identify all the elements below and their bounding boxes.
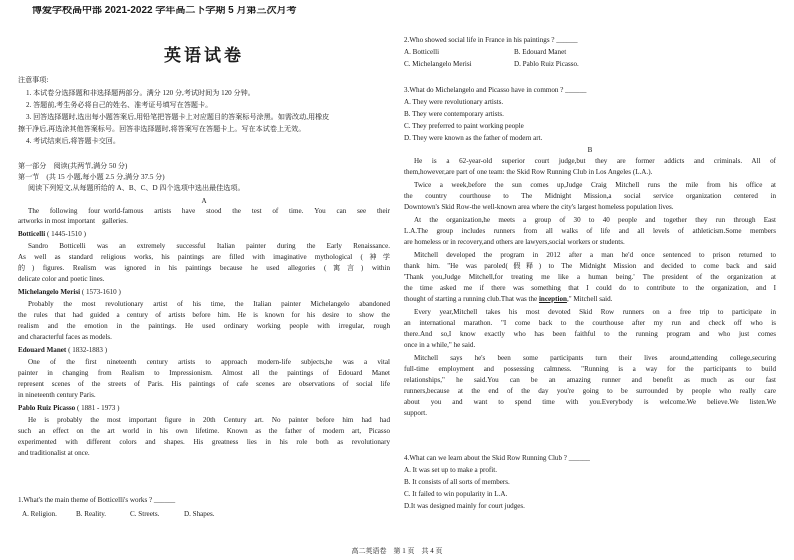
passage-line: an international marathon. "I come back to the courthouse after my run and check off who is [404, 319, 776, 327]
passage-line: He is probably the most important figure in 20th Century art. No painter before him had had [28, 416, 390, 424]
passage-line: Sandro Botticelli was an extremely successful Italian painter during the Early Renaissance. [28, 242, 390, 250]
note-item: 3. 回答选择题时,选出每小题答案后,用铅笔把答题卡上对应题目的答案标号涂黑。如需改动,用橡皮 [26, 113, 330, 121]
passage-line: represent scenes of the streets of Paris. His paintings of cafe scenes are observations of social life [18, 380, 390, 388]
artist-name: Michelangelo Merisi [18, 288, 81, 296]
passage-line: He is a 62-year-old superior court judge,but they are former addicts and criminals. All of [414, 157, 776, 165]
section-instruction: 阅读下列短文,从每题所给的 A、B、C、D 四个选项中选出最佳选项。 [28, 184, 245, 192]
passage-b-label: B [587, 146, 593, 154]
artist-dates: ( 1445-1510 ) [46, 230, 86, 238]
passage-line: them,however,are part of one team: the Skid Row Running Club in Los Angeles (L.A.). [404, 168, 653, 176]
text-segment: thought of starting a running club.That was the [404, 295, 539, 303]
passage-line: Mitchell says he's been some participants turn their lives around,attending college,securing [414, 354, 776, 362]
artist-name: Edouard Manet [18, 346, 67, 354]
passage-line: 的) figures. Realism was ignored in his paintings because he used allegories (寓言) within [18, 264, 390, 272]
question-stem: 3.What do Michelangelo and Picasso have in common ? ______ [404, 86, 587, 94]
answer-option[interactable]: D.It was designed mainly for court judges. [404, 502, 525, 510]
question-stem: 4.What can we learn about the Skid Row Running Club ? ______ [404, 454, 590, 462]
exam-title: 博爱学校高中部 2021-2022 学年高二下学期 5 月第三次月考 [32, 6, 297, 16]
passage-line: thank him. "He was paroled(假释) to The Midnight Mission and decided to come back and said [404, 262, 776, 270]
part-heading: 第一部分 阅读(共两节,满分 50 分) [18, 162, 128, 170]
exam-subtitle: 英语试卷 [164, 46, 244, 65]
passage-line: runners,because at the end of the day you're going to be surrounded by people who really care [404, 387, 776, 395]
note-item: 1. 本试卷分选择题和非选择题两部分。满分 120 分,考试时间为 120 分钟。 [26, 89, 255, 97]
artist-dates: ( 1832-1883 ) [68, 346, 108, 354]
notes-heading: 注意事项: [18, 76, 49, 84]
answer-option[interactable]: A. It was set up to make a profit. [404, 466, 497, 474]
passage-line: full-time employment and possessing calmness. "Running is a way for the participants to build [404, 365, 776, 373]
answer-option[interactable]: B. Edouard Manet [514, 48, 567, 56]
artist-heading [18, 346, 390, 356]
passage-line: there.And so,I know exactly who has been faithful to the running program and who just comes [404, 330, 776, 338]
passage-line: One of the first nineteenth century artists to approach modern-life subjects,he was a vital [28, 358, 390, 366]
passage-line: the rules that had guided a century of artists before him. He is known for his desire to show the [18, 311, 390, 319]
artist-dates: ( 1573-1610 ) [81, 288, 121, 296]
section-heading: 第一节 (共 15 小题,每小题 2.5 分,满分 37.5 分) [18, 173, 165, 181]
answer-option[interactable]: D. Pablo Ruiz Picasso. [514, 60, 579, 68]
artist-heading [18, 230, 390, 240]
passage-line: 'Thank you,Judge Mitchell,for treating me like a human being.' The president of the organization at [404, 273, 776, 281]
note-item: 擦干净后,再选涂其他答案标号。回答非选择题时,将答案写在答题卡上。写在本试卷上无效。 [18, 125, 306, 133]
artist-heading [18, 404, 390, 414]
passage-line: support. [404, 409, 428, 417]
passage-line: artworks in most important galleries. [18, 217, 128, 225]
underlined-word: inception [538, 295, 567, 303]
passage-line: experimented with different colors and shapes. His greatness lies in his role both as revolutionary [18, 438, 390, 446]
answer-option[interactable]: D. They were known as the father of modern art. [404, 134, 543, 142]
answer-option[interactable]: B. They were contemporary artists. [404, 110, 504, 118]
answer-option[interactable]: D. Shapes. [184, 510, 215, 518]
passage-line: The following four world-famous artists have stood the test of time. You can see their [28, 207, 390, 215]
answer-option[interactable]: A. Religion. [22, 510, 57, 518]
passage-line: Every year,Mitchell takes his most devoted Skid Row runners on a free trip to participate in [414, 308, 776, 316]
artist-name: Pablo Ruiz Picasso [18, 404, 76, 412]
answer-option[interactable]: C. Michelangelo Merisi [404, 60, 472, 68]
answer-option[interactable]: C. They preferred to paint working people [404, 122, 524, 130]
passage-line: in nineteenth century Paris. [18, 391, 96, 399]
artist-name: Botticelli [18, 230, 46, 238]
passage-line: At the organization,he meets a group of 30 to 40 people and together they run through East [414, 216, 776, 224]
answer-option[interactable]: A. Botticelli [404, 48, 440, 56]
answer-option[interactable]: B. It consists of all sorts of members. [404, 478, 510, 486]
question-stem: 1.What's the main theme of Botticelli's works ? ______ [18, 496, 176, 504]
passage-line: L.A.The group includes runners from all walks of life and all levels of athleticism.Some members [404, 227, 776, 235]
artist-dates: ( 1881 - 1973 ) [76, 404, 120, 412]
note-item: 2. 答题前,考生务必将自己的姓名、准考证号填写在答题卡。 [26, 101, 213, 109]
passage-line: As well as standard religious works, his paintings are filled with imaginative mythological (神学 [18, 253, 390, 261]
passage-line: are homeless or in recovery,and others are lawyers,social workers or students. [404, 238, 625, 246]
note-item: 4. 考试结束后,将答题卡交回。 [26, 137, 120, 145]
passage-line: Twice a week,before the sun comes up,Judge Craig Mitchell runs the mile from his office at [414, 181, 776, 189]
passage-line: about you and want to spend time with you.Everybody is welcome.We believe.We listen.We [404, 398, 776, 406]
answer-option[interactable]: A. They were revolutionary artists. [404, 98, 504, 106]
page-footer: 高二英语卷 第 1 页 共 4 页 [351, 547, 443, 555]
question-stem: 2.Who showed social life in France in his paintings ? ______ [404, 36, 578, 44]
answer-option[interactable]: B. Reality. [76, 510, 107, 518]
passage-line: and traditionalist at once. [18, 449, 90, 457]
passage-line: realism and the emotion in the paintings. He used ordinary working people with irregular, rough [18, 322, 390, 330]
text-segment: ," Mitchell said. [566, 295, 613, 303]
passage-line: Mitchell developed the program in 2012 after a man he'd once sentenced to prison returned to [414, 251, 776, 259]
passage-line: once in a while," he said. [404, 341, 476, 349]
passage-line [404, 295, 776, 305]
passage-line: Probably the most revolutionary artist of his time, the Italian painter Michelangelo abandoned [28, 300, 390, 308]
passage-line: the time asked me if there was something that I could do to contribute to the organization, and I [404, 284, 776, 292]
passage-line: Downtown's Skid Row-the well-known area where the city's largest homeless population lives. [404, 203, 674, 211]
passage-line: delicate color and poetic lines. [18, 275, 105, 283]
passage-line: and characterful faces as models. [18, 333, 112, 341]
passage-a-label: A [201, 197, 207, 205]
passage-line: the country courthouse to The Midnight Mission,a social service organization centered in [404, 192, 776, 200]
answer-option[interactable]: C. It failed to win popularity in L.A. [404, 490, 508, 498]
passage-line: painter in changing from Realism to Impressionism. Almost all the paintings of Edouard Manet [18, 369, 390, 377]
answer-option[interactable]: C. Streets. [130, 510, 160, 518]
artist-heading [18, 288, 390, 298]
passage-line: relationships," he said.You can be an amazing runner and benefit as much as our fast [404, 376, 776, 384]
passage-line: such an effect on the art world in his own lifetime. Known as the father of modern art, Picasso [18, 427, 390, 435]
